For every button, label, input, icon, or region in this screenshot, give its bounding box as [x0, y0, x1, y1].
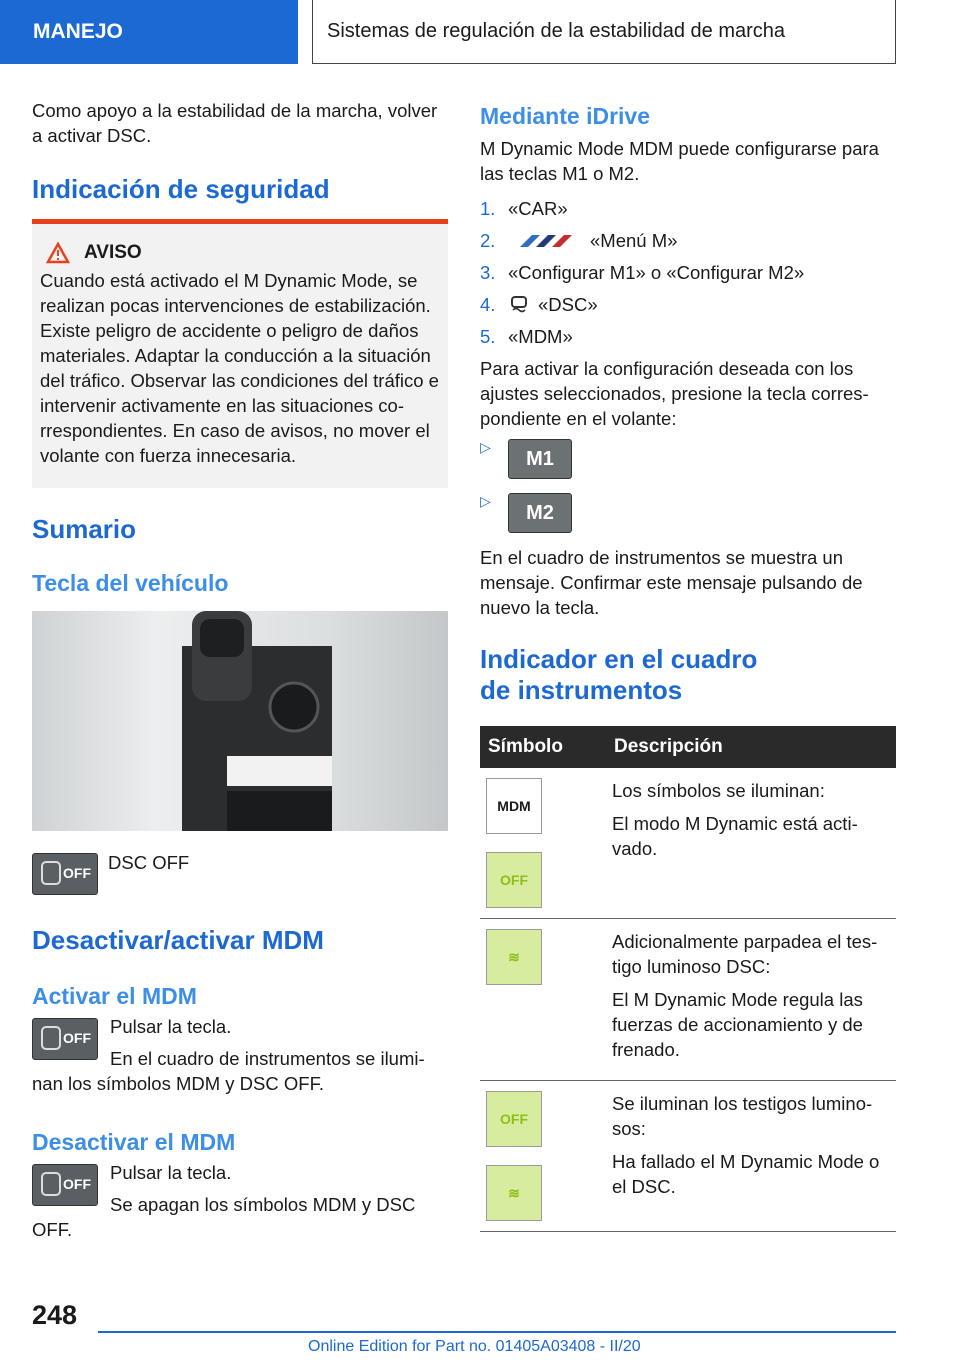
warning-triangle-icon: [46, 242, 70, 264]
row3-desc2: Ha fallado el M Dynamic Mode o el DSC.: [612, 1151, 880, 1197]
activar-block: [32, 1014, 448, 1096]
dsc-symbol-icon: ≋: [486, 1165, 542, 1221]
heading-security: Indicación de seguridad: [32, 174, 330, 204]
row1-desc2: El modo M Dynamic está activado.: [612, 813, 858, 859]
confirm-text: En el cuadro de instrumentos se muestra un mensaje. Confirmar este mensaje pulsando de nuevo la tecla.: [480, 547, 863, 618]
heading-indicador: Indicador en el cuadro de instrumentos: [480, 644, 758, 705]
m2-row: [480, 493, 896, 533]
list-item: 5. «MDM»: [480, 326, 573, 347]
list-item: 2. «Menú M»: [480, 230, 678, 251]
col-description: Descripción: [606, 726, 896, 768]
table-row: [480, 768, 896, 919]
table-row: [480, 1081, 896, 1232]
row2-desc1: Adicionalmente parpadea el testigo luminoso DSC:: [612, 931, 878, 977]
table-row: [480, 919, 896, 1081]
edition-text: Online Edition for Part no. 01405A03408 - II/20: [308, 1338, 641, 1355]
idrive-intro: M Dynamic Mode MDM puede configurarse para las teclas M1 o M2.: [480, 138, 879, 184]
heading-sumario: Sumario: [32, 514, 137, 544]
dsc-off-label: DSC OFF: [108, 852, 190, 873]
activar-step-1: Pulsar la tecla.: [110, 1016, 232, 1037]
idrive-steps: [480, 196, 896, 349]
list-item: 4. «DSC»: [480, 294, 598, 315]
warning-text: Cuando está activado el M Dynamic Mode, se realizan pocas intervenciones de estabilización. Existe peligro de accidente o peligro de daños materiales. Adaptar la conducción a la situación del tráfico. Observar las condiciones del tráfico e intervenir activamente en las situaciones correspondientes. En caso de avisos, no mover el volante con fuerza innecesaria.: [40, 270, 439, 466]
section-tab: [0, 0, 298, 64]
console-photo: [32, 611, 448, 831]
m-stripes-icon: [516, 233, 576, 249]
heading-desactivar-activar: Desactivar/activar MDM: [32, 925, 324, 955]
activate-text: Para activar la configuración deseada con los ajustes seleccionados, presione la tecla correspondiente en el volante:: [480, 358, 869, 429]
dsc-off-symbol-icon: OFF: [486, 1091, 542, 1147]
row3-desc1: Se iluminan los testigos luminosos:: [612, 1093, 873, 1139]
dsc-off-button-icon: OFF: [32, 1018, 98, 1060]
row2-desc2: El M Dynamic Mode regula las fuerzas de accionamiento y de frenado.: [612, 989, 863, 1060]
dsc-symbol-icon: ≋: [486, 929, 542, 985]
m1-button-icon: M1: [508, 439, 572, 479]
heading-tecla: Tecla del vehículo: [32, 570, 229, 596]
left-column: [32, 98, 448, 1242]
m1-row: [480, 439, 896, 479]
gear-selector-illustration: [32, 611, 448, 831]
heading-idrive: Mediante iDrive: [480, 103, 650, 129]
activar-step-2: En el cuadro de instrumentos se iluminan los símbolos MDM y DSC OFF.: [32, 1048, 425, 1094]
footer-divider: [98, 1331, 896, 1333]
chapter-title: Sistemas de regulación de la estabilidad de marcha: [327, 20, 786, 42]
page-number: 248: [32, 1300, 78, 1330]
dsc-off-symbol-icon: OFF: [486, 852, 542, 908]
list-item: 3. «Configurar M1» o «Configurar M2»: [480, 262, 805, 283]
warning-box: [32, 219, 448, 488]
list-item: 1. «CAR»: [480, 198, 568, 219]
right-column: [480, 98, 896, 1232]
mdm-symbol-icon: MDM: [486, 778, 542, 834]
col-symbol: Símbolo: [480, 726, 606, 768]
intro-text: Como apoyo a la estabilidad de la marcha, volver a activar DSC.: [32, 100, 438, 146]
warning-title: [40, 242, 440, 264]
desactivar-step-2: Se apagan los símbolos MDM y DSC OFF.: [32, 1194, 416, 1240]
dsc-off-button-icon: OFF: [32, 853, 98, 895]
warning-label: AVISO: [84, 242, 142, 263]
chapter-title-box: [312, 0, 896, 64]
section-label: MANEJO: [33, 20, 123, 43]
desactivar-step-1: Pulsar la tecla.: [110, 1162, 232, 1183]
desactivar-block: [32, 1160, 448, 1242]
triangle-bullet-icon: ▷: [480, 493, 491, 509]
m2-button-icon: M2: [508, 493, 572, 533]
dsc-off-button-icon: OFF: [32, 1164, 98, 1206]
triangle-bullet-icon: ▷: [480, 439, 491, 455]
indicator-table: [480, 726, 896, 1232]
heading-activar: Activar el MDM: [32, 983, 197, 1009]
row1-desc1: Los símbolos se iluminan:: [612, 780, 825, 801]
heading-desactivar: Desactivar el MDM: [32, 1129, 236, 1155]
dsc-icon: [510, 295, 528, 315]
